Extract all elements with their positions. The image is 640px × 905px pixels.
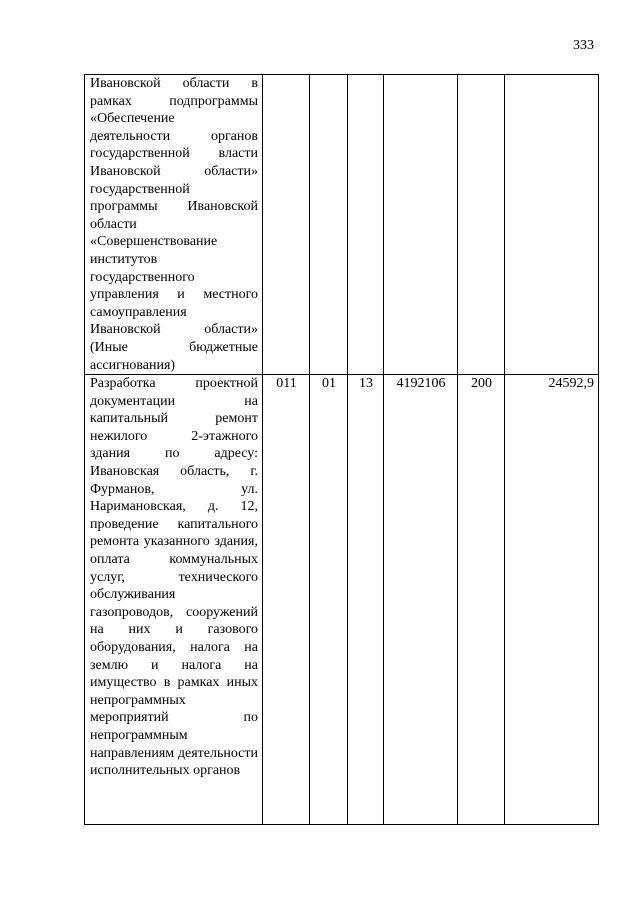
expense-type-code: 200 (458, 375, 505, 825)
subsection-code (348, 75, 384, 375)
table-row (85, 375, 599, 825)
table-row (85, 75, 599, 375)
row-description: Разработка проектной документации на капитальный ремонт нежилого 2-этажного здания по адресу: Ивановская область, г. Фурманов, ул. Наримановская, д. 12, проведение капитального ремонта указанного здания, оплата коммунальных услуг, технического обслуживания газопроводов, сооружений на них и газового оборудования, налога на землю и налога на имущество в рамках иных непрограммных мероприятий по непрограммным направлениям деятельности исполнительных органов (85, 375, 263, 825)
page-number: 333 (573, 38, 594, 53)
budget-table (84, 74, 599, 825)
target-article-code: 4192106 (384, 375, 458, 825)
section-code: 01 (310, 375, 348, 825)
ministry-code: 011 (263, 375, 310, 825)
ministry-code (263, 75, 310, 375)
target-article-code (384, 75, 458, 375)
section-code (310, 75, 348, 375)
row-description: Ивановской области в рамках подпрограммы «Обеспечение деятельности органов государственной власти Ивановской области» государственной программы Ивановской области «Совершенствование институтов государственного управления и местного самоуправления Ивановской области» (Иные бюджетные ассигнования) (85, 75, 263, 375)
amount (505, 75, 599, 375)
amount: 24592,9 (505, 375, 599, 825)
expense-type-code (458, 75, 505, 375)
subsection-code: 13 (348, 375, 384, 825)
